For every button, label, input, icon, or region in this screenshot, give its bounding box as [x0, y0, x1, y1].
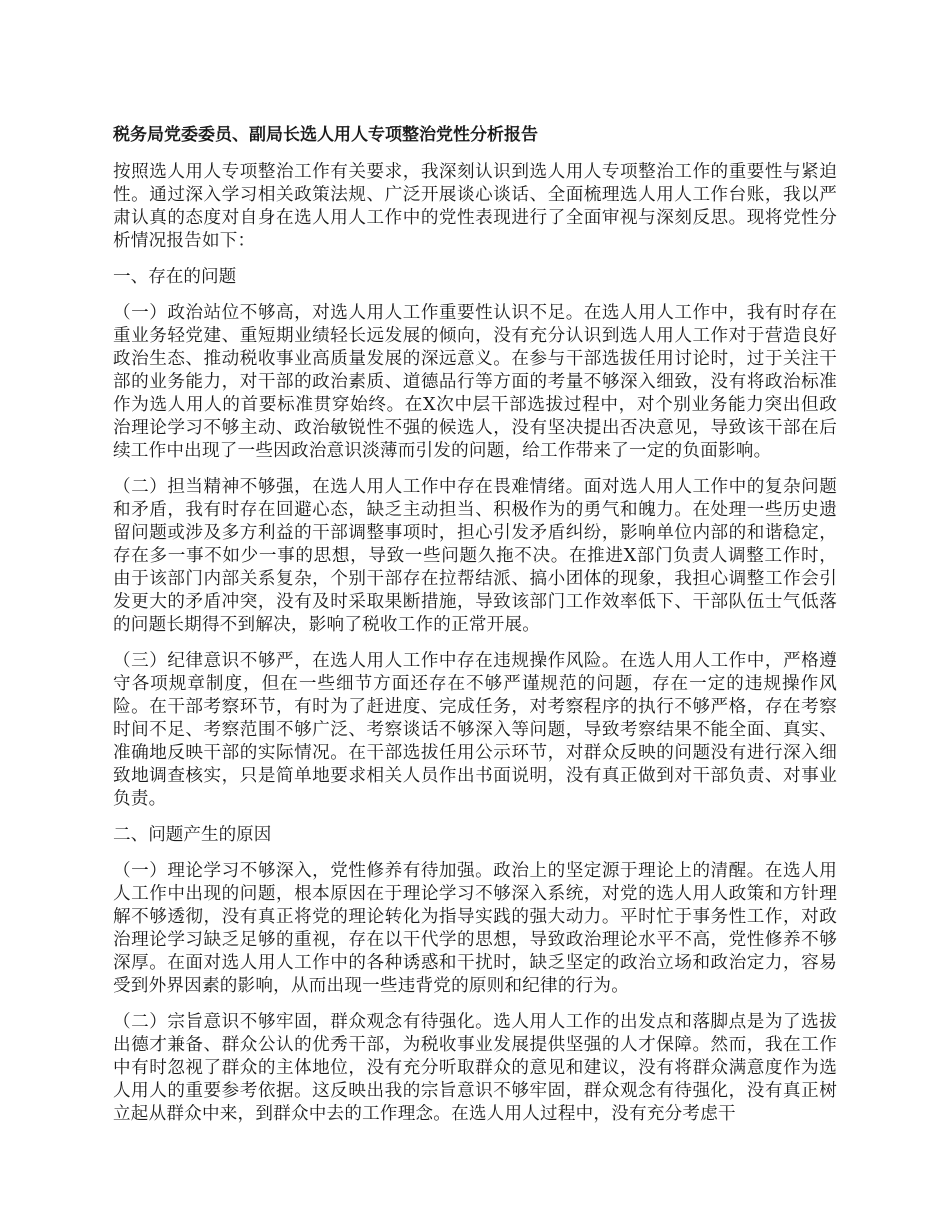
section-heading: 二、问题产生的原因: [113, 825, 272, 845]
section-causes: [113, 824, 837, 1126]
document-title: 税务局党委委员、副局长选人用人专项整治党性分析报告: [113, 125, 538, 145]
paragraph-cause-2: （二）宗旨意识不够牢固，群众观念有待强化。选人用人工作的出发点和落脚点是为了选拔出德才兼备、群众公认的优秀干部，为税收事业发展提供坚强的人才保障。然而，我在工作中有时忽视了群众的主体地位，没有充分听取群众的意见和建议，没有将群众满意度作为选人用人的重要参考依据。这反映出我的宗旨意识不够牢固，群众观念有待强化，没有真正树立起从群众中来，到群众中去的工作理念。在选人用人过程中，没有充分考虑干: [113, 1012, 837, 1124]
paragraph-problem-2: （二）担当精神不够强，在选人用人工作中存在畏难情绪。面对选人用人工作中的复杂问题和矛盾，我有时存在回避心态，缺乏主动担当、积极作为的勇气和魄力。在处理一些历史遗留问题或涉及多方利益的干部调整事项时，担心引发矛盾纠纷，影响单位内部的和谐稳定，存在多一事不如少一事的思想，导致一些问题久拖不决。在推进X部门负责人调整工作时，由于该部门内部关系复杂，个别干部存在拉帮结派、搞小团体的现象，我担心调整工作会引发更大的矛盾冲突，没有及时采取果断措施，导致该部门工作效率低下、干部队伍士气低落的问题长期得不到解决，影响了税收工作的正常开展。: [113, 477, 837, 635]
section-problems: [113, 266, 837, 811]
paragraph-cause-1: （一）理论学习不够深入，党性修养有待加强。政治上的坚定源于理论上的清醒。在选人用人工作中出现的问题，根本原因在于理论学习不够深入系统，对党的选人用人政策和方针理解不够透彻，没有真正将党的理论转化为指导实践的强大动力。平时忙于事务性工作，对政治理论学习缺乏足够的重视，存在以干代学的思想，导致政治理论水平不高，党性修养不够深厚。在面对选人用人工作中的各种诱惑和干扰时，缺乏坚定的政治立场和政治定力，容易受到外界因素的影响，从而出现一些违背党的原则和纪律的行为。: [113, 861, 837, 996]
paragraph-problem-3: （三）纪律意识不够严，在选人用人工作中存在违规操作风险。在选人用人工作中，严格遵守各项规章制度，但在一些细节方面还存在不够严谨规范的问题，存在一定的违规操作风险。在干部考察环节，有时为了赶进度、完成任务，对考察程序的执行不够严格，存在考察时间不足、考察范围不够广泛、考察谈话不够深入等问题，导致考察结果不能全面、真实、准确地反映干部的实际情况。在干部选拔任用公示环节，对群众反映的问题没有进行深入细致地调查核实，只是简单地要求相关人员作出书面说明，没有真正做到对干部负责、对事业负责。: [113, 651, 837, 809]
intro-paragraph: 按照选人用人专项整治工作有关要求，我深刻认识到选人用人专项整治工作的重要性与紧迫性。通过深入学习相关政策法规、广泛开展谈心谈话、全面梳理选人用人工作台账，我以严肃认真的态度对自身在选人用人工作中的党性表现进行了全面审视与深刻反思。现将党性分析情况报告如下：: [113, 162, 837, 251]
document-page: [113, 124, 837, 1139]
section-heading: 一、存在的问题: [113, 267, 237, 287]
paragraph-problem-1: （一）政治站位不够高，对选人用人工作重要性认识不足。在选人用人工作中，我有时存在重业务轻党建、重短期业绩轻长远发展的倾向，没有充分认识到选人用人工作对于营造良好政治生态、推动税收事业高质量发展的深远意义。在参与干部选拔任用讨论时，过于关注干部的业务能力，对干部的政治素质、道德品行等方面的考量不够深入细致，没有将政治标准作为选人用人的首要标准贯穿始终。在X次中层干部选拔过程中，对个别业务能力突出但政治理论学习不够主动、政治敏锐性不强的候选人，没有坚决提出否决意见，导致该干部在后续工作中出现了一些因政治意识淡薄而引发的问题，给工作带来了一定的负面影响。: [113, 303, 837, 461]
